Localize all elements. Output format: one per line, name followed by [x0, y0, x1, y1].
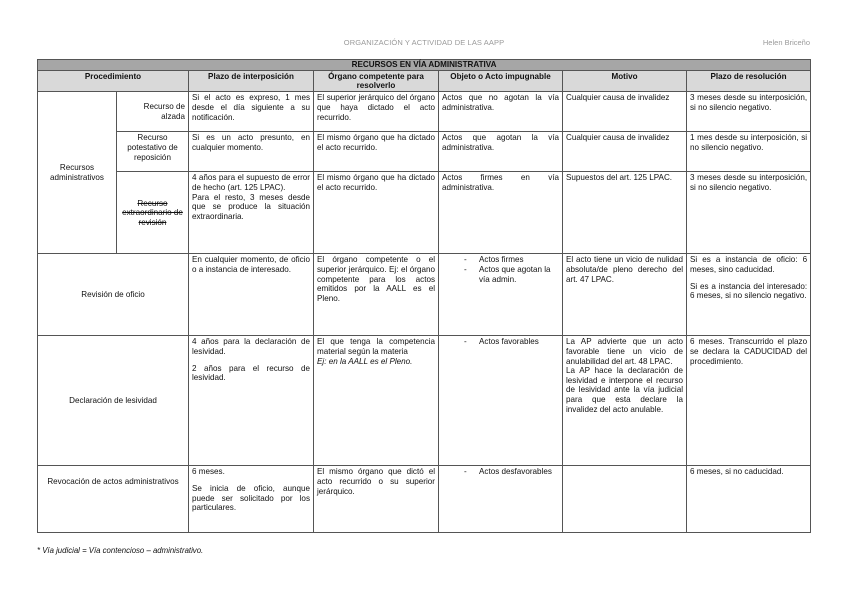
column-header-plazo-resolucion: Plazo de resolución [687, 70, 811, 92]
cell-organo-example: Ej: en la AALL es el Pleno. [317, 356, 413, 366]
cell-organo: El mismo órgano que ha dictado el acto recurrido. [314, 132, 439, 172]
procedure-name: Recurso potestativo de reposición [117, 132, 189, 172]
cell-organo: El superior jerárquico del órgano que haya dictado el acto recurrido. [314, 92, 439, 132]
table-row [38, 92, 811, 132]
cell-plazo-line: 4 años para la declaración de lesividad. [192, 337, 310, 356]
cell-resolucion-line: Si es a instancia del interesado: 6 meses, si no silencio negativo. [690, 281, 808, 301]
cell-motivo-line: La AP hace la declaración de lesividad e interpone el recurso de lesividad ante la vía judicial para que esta declare la invalidez del acto anulable. [566, 366, 683, 414]
table-title: RECURSOS EN VÍA ADMINISTRATIVA [38, 60, 811, 71]
cell-objeto [439, 466, 563, 533]
cell-objeto: Actos firmes en vía administrativa. [439, 172, 563, 254]
cell-resolucion: 6 meses, si no caducidad. [687, 466, 811, 533]
procedure-name: Recurso extraordinario de revisión [117, 172, 189, 254]
column-header-procedimiento: Procedimiento [38, 70, 189, 92]
column-header-organo-competente: Órgano competente para resolverlo [314, 70, 439, 92]
cell-plazo-line: Para el resto, 3 meses desde que se produce la situación extraordinaria. [192, 192, 310, 221]
cell-resolucion [687, 254, 811, 336]
recursos-table [37, 59, 811, 533]
cell-plazo: En cualquier momento, de oficio o a instancia de interesado. [189, 254, 314, 336]
cell-objeto: Actos que agotan la vía administrativa. [439, 132, 563, 172]
table-header-row [38, 70, 811, 92]
cell-objeto [439, 254, 563, 336]
cell-plazo [189, 336, 314, 466]
cell-motivo: Cualquier causa de invalidez [563, 92, 687, 132]
footnote: * Vía judicial = Vía contencioso – administrativo. [37, 546, 204, 555]
list-item: - Actos favorables [442, 337, 559, 347]
cell-resolucion: 3 meses desde su interposición, si no silencio negativo. [687, 172, 811, 254]
cell-organo-line: El que tenga la competencia material según la materia [317, 337, 435, 356]
cell-plazo-line: 2 años para el recurso de lesividad. [192, 363, 310, 383]
cell-objeto: Actos que no agotan la vía administrativa. [439, 92, 563, 132]
cell-resolucion: 1 mes desde su interposición, si no silencio negativo. [687, 132, 811, 172]
document-header-author: Helen Briceño [762, 38, 810, 47]
cell-organo: El órgano competente o el superior jerárquico. Ej: el órgano competente para los actos emitidos por la AALL es el Pleno. [314, 254, 439, 336]
cell-organo: El mismo órgano que ha dictado el acto recurrido. [314, 172, 439, 254]
cell-objeto [439, 336, 563, 466]
table-row [38, 254, 811, 336]
procedure-name: Declaración de lesividad [38, 336, 189, 466]
cell-organo [314, 336, 439, 466]
table-row [38, 466, 811, 533]
cell-plazo-line: 4 años para el supuesto de error de hecho (art. 125 LPAC). [192, 173, 310, 192]
procedure-name: Revocación de actos administrativos [38, 466, 189, 533]
group-label-recursos-administrativos: Recursos administrativos [38, 92, 117, 254]
cell-resolucion: 3 meses desde su interposición, si no silencio negativo. [687, 92, 811, 132]
procedure-name: Recurso de alzada [117, 92, 189, 132]
list-item: - Actos que agotan la vía admin. [442, 265, 559, 284]
cell-motivo [563, 336, 687, 466]
cell-plazo [189, 466, 314, 533]
column-header-plazo-interposicion: Plazo de interposición [189, 70, 314, 92]
cell-resolucion: 6 meses. Transcurrido el plazo se declara la CADUCIDAD del procedimiento. [687, 336, 811, 466]
procedure-name: Revisión de oficio [38, 254, 189, 336]
cell-motivo-line: La AP advierte que un acto favorable tiene un vicio de anulabilidad del art. 48 LPAC. [566, 337, 683, 366]
document-header-title: ORGANIZACIÓN Y ACTIVIDAD DE LAS AAPP [343, 38, 505, 47]
cell-plazo-line: Se inicia de oficio, aunque puede ser solicitado por los particulares. [192, 484, 310, 513]
cell-motivo: Supuestos del art. 125 LPAC. [563, 172, 687, 254]
table-row [38, 172, 811, 254]
cell-plazo-line: 6 meses. [192, 467, 225, 477]
table-title-row [38, 60, 811, 71]
cell-resolucion-line: Si es a instancia de oficio: 6 meses, sino caducidad. [690, 255, 808, 274]
cell-organo: El mismo órgano que dictó el acto recurrido o su superior jerárquico. [314, 466, 439, 533]
cell-plazo [189, 172, 314, 254]
cell-motivo: Cualquier causa de invalidez [563, 132, 687, 172]
cell-motivo: El acto tiene un vicio de nulidad absoluta/de pleno derecho del art. 47 LPAC. [563, 254, 687, 336]
column-header-motivo: Motivo [563, 70, 687, 92]
column-header-objeto: Objeto o Acto impugnable [439, 70, 563, 92]
list-item: - Actos desfavorables [442, 467, 559, 477]
cell-motivo [563, 466, 687, 533]
cell-plazo: Si es un acto presunto, en cualquier momento. [189, 132, 314, 172]
table-row [38, 132, 811, 172]
list-item: - Actos firmes [442, 255, 559, 265]
table-row [38, 336, 811, 466]
cell-plazo: Si el acto es expreso, 1 mes desde el día siguiente a su notificación. [189, 92, 314, 132]
